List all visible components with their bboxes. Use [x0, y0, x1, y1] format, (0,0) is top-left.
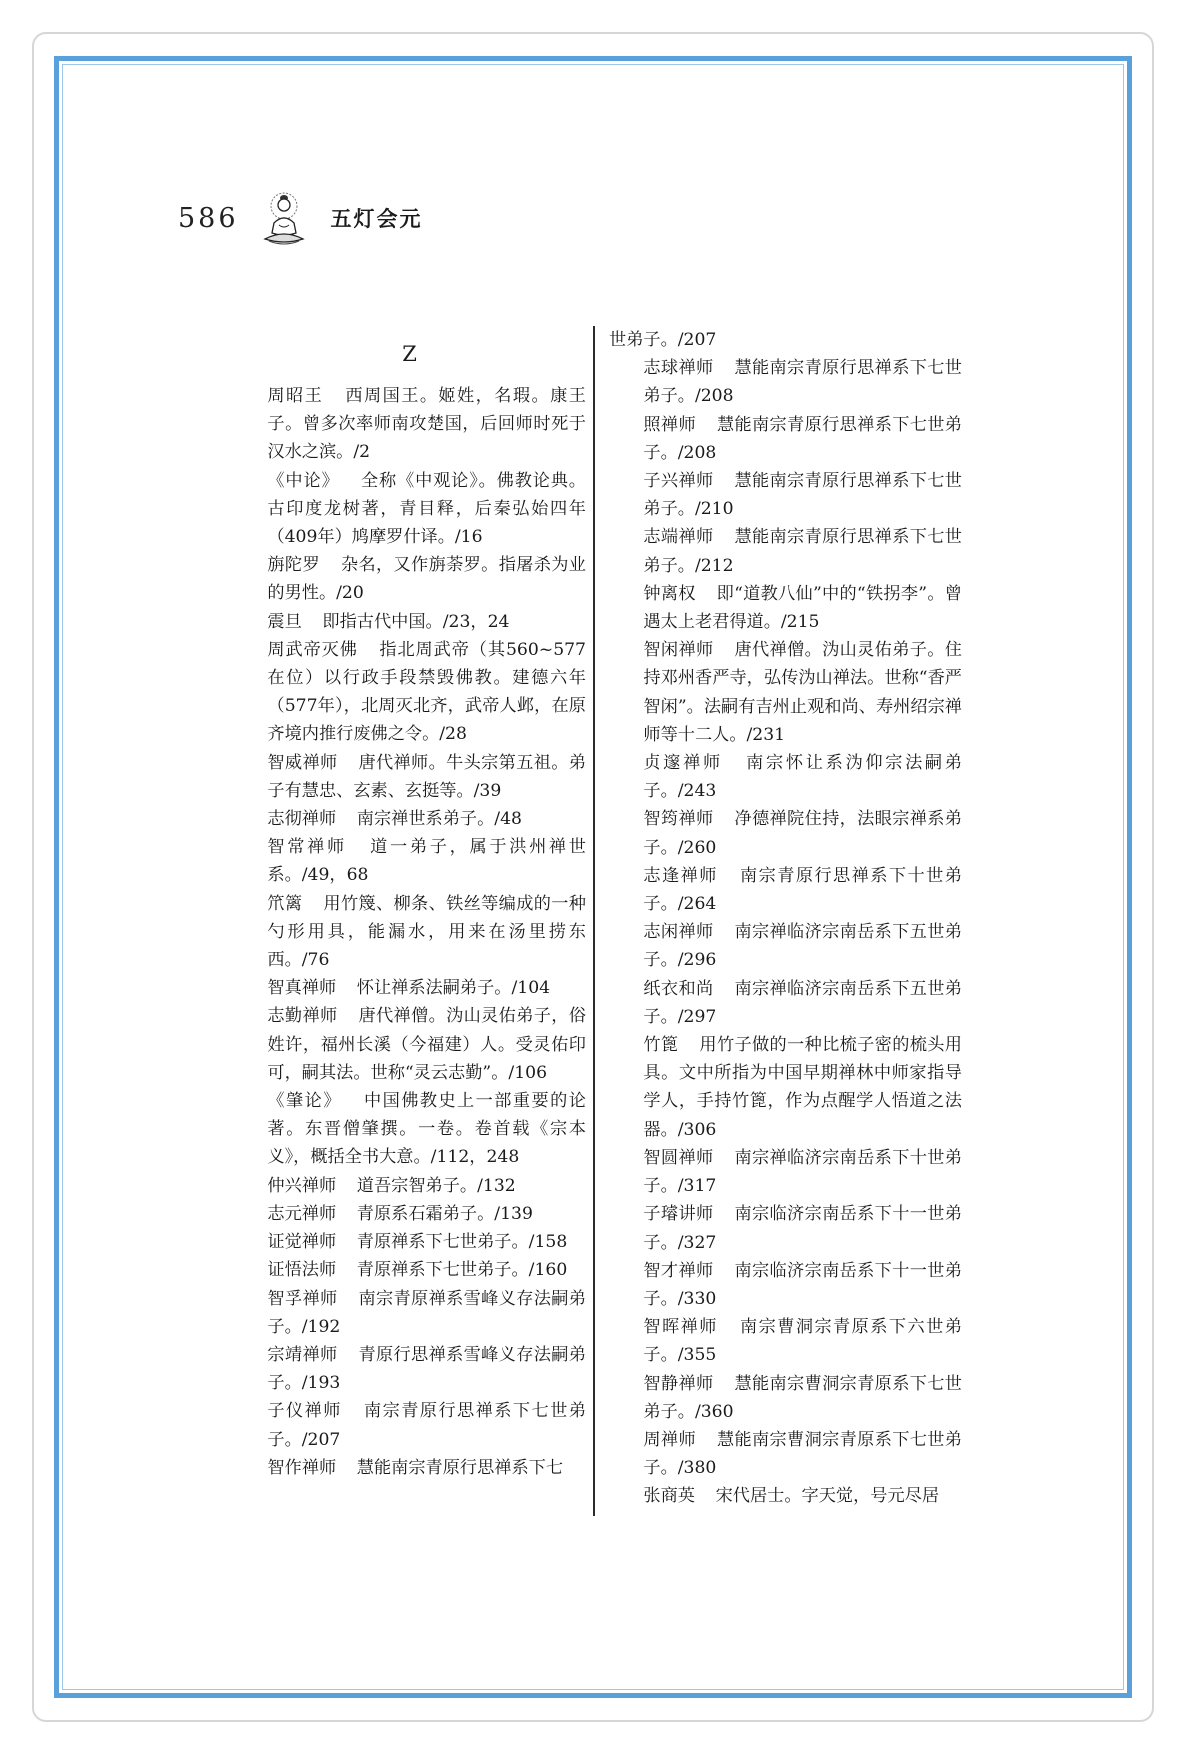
index-entry — [609, 467, 962, 523]
index-entry — [609, 636, 962, 749]
index-definition: 南宗临济宗南岳系下十一世弟子。/327 — [643, 1204, 962, 1253]
index-term: 志端禅师 — [643, 527, 714, 548]
index-definition: 全称《中观论》。佛教论典。古印度龙树著，青目释，后秦弘始四年（409年）鸠摩罗什译。/16 — [267, 470, 586, 548]
index-term: 旃陀罗 — [267, 555, 320, 576]
index-definition: 慧能南宗青原行思禅系下七世弟子。/212 — [643, 527, 962, 576]
index-term: 竹篦 — [643, 1035, 679, 1056]
index-definition: 西周国王。姬姓，名瑕。康王子。曾多次率师南攻楚国，后回师时死于汉水之滨。/2 — [267, 386, 586, 463]
index-term: 智孚禅师 — [267, 1288, 338, 1309]
index-term: 子璿讲师 — [643, 1204, 714, 1225]
index-entry — [609, 523, 962, 579]
index-definition: 道一弟子，属于洪州禅世系。/49，68 — [267, 837, 586, 886]
index-definition: 南宗禅临济宗南岳系下十世弟子。/317 — [643, 1147, 962, 1197]
index-definition: 慧能南宗青原行思禅系下七世弟子。/208 — [643, 358, 962, 407]
index-definition: 慧能南宗曹洞宗青原系下七世弟子。/360 — [643, 1373, 962, 1422]
index-term: 周武帝灭佛 — [267, 639, 358, 660]
index-entry — [233, 636, 586, 749]
index-definition: 青原系石霜弟子。/139 — [356, 1203, 533, 1224]
index-definition: 南宗禅世系弟子。/48 — [356, 809, 522, 830]
index-entry — [233, 805, 586, 833]
index-entry — [609, 749, 962, 805]
index-entry — [233, 1454, 586, 1482]
index-definition: 慧能南宗曹洞宗青原系下七世弟子。/380 — [643, 1429, 962, 1479]
index-term: 照禅师 — [643, 414, 696, 435]
index-term: 志逢禅师 — [643, 865, 718, 886]
index-entry — [609, 411, 962, 467]
index-entry — [233, 551, 586, 607]
index-definition: 指北周武帝（其560~577在位）以行政手段禁毁佛教。建德六年（577年），北周灭北齐，武帝人邺，在原齐境内推行废佛之令。/28 — [267, 639, 586, 745]
index-term: 志闲禅师 — [643, 922, 714, 943]
index-entry — [609, 1370, 962, 1426]
index-term: 《肇论》 — [267, 1091, 342, 1112]
index-term: 钟离权 — [643, 583, 696, 604]
running-header — [178, 183, 423, 253]
index-term: 证悟法师 — [267, 1260, 337, 1281]
index-entry — [233, 1285, 586, 1341]
index-entry — [233, 833, 586, 889]
book-title: 五灯会元 — [330, 206, 423, 231]
index-definition: 南宗临济宗南岳系下十一世弟子。/330 — [643, 1260, 962, 1309]
index-entry — [233, 1087, 586, 1172]
buddha-icon — [259, 189, 309, 247]
index-definition: 用竹子做的一种比梳子密的梳头用具。文中所指为中国早期禅林中师家指导学人，手持竹篦，作为点醒学人悟道之法器。/306 — [643, 1035, 962, 1140]
index-definition: 净德禅院住持，法眼宗禅系弟子。/260 — [643, 809, 962, 858]
index-entry — [609, 1144, 962, 1200]
page-number: 586 — [178, 202, 239, 234]
index-term: 智静禅师 — [643, 1373, 714, 1394]
index-entry — [233, 382, 586, 467]
index-entry — [233, 1397, 586, 1453]
index-definition: 南宗禅临济宗南岳系下五世弟子。/296 — [643, 922, 962, 971]
index-term: 智常禅师 — [267, 837, 347, 858]
index-term: 志元禅师 — [267, 1203, 337, 1224]
index-entry — [609, 580, 962, 636]
index-term: 子兴禅师 — [643, 471, 714, 492]
index-entry — [609, 1426, 962, 1482]
index-term: 智晖禅师 — [643, 1317, 718, 1338]
index-entry — [233, 608, 586, 636]
index-term: 笊篱 — [267, 893, 303, 914]
index-definition: 唐代禅师。牛头宗第五祖。弟子有慧忠、玄素、玄挺等。/39 — [267, 752, 586, 801]
index-entry — [233, 467, 586, 552]
index-definition: 慧能南宗青原行思禅系下七 — [356, 1457, 564, 1478]
index-definition: 南宗曹洞宗青原系下六世弟子。/355 — [643, 1317, 962, 1366]
index-definition: 南宗禅临济宗南岳系下五世弟子。/297 — [643, 978, 962, 1027]
index-definition: 青原禅系下七世弟子。/158 — [356, 1232, 568, 1253]
index-term: 周禅师 — [643, 1429, 696, 1450]
index-definition: 南宗青原禅系雪峰义存法嗣弟子。/192 — [267, 1288, 586, 1337]
index-term: 纸衣和尚 — [643, 978, 714, 999]
index-definition: 即指古代中国。/23，24 — [322, 611, 510, 632]
index-entry — [233, 890, 586, 975]
index-term: 贞邃禅师 — [643, 753, 723, 774]
index-term: 智闲禅师 — [643, 640, 714, 661]
index-term: 震旦 — [267, 611, 302, 632]
index-term: 证觉禅师 — [267, 1232, 337, 1253]
index-definition: 用竹篾、柳条、铁丝等编成的一种勺形用具，能漏水，用来在汤里捞东西。/76 — [267, 893, 586, 971]
index-term: 周昭王 — [267, 386, 324, 406]
index-term: 志球禅师 — [643, 358, 714, 379]
section-letter: Z — [402, 342, 417, 366]
index-entry — [609, 1200, 962, 1256]
entry-continuation: 世弟子。/207 — [609, 330, 717, 350]
index-entry — [609, 1313, 962, 1369]
index-definition: 南宗怀让系沩仰宗法嗣弟子。/243 — [643, 753, 962, 802]
index-definition: 慧能南宗青原行思禅系下七世弟子。/208 — [643, 414, 962, 463]
index-term: 《中论》 — [267, 470, 340, 491]
index-entry — [233, 974, 586, 1002]
index-definition: 唐代禅僧。沩山灵佑弟子。住持邓州香严寺，弘传沩山禅法。世称“香严智闲”。法嗣有吉州止观和尚、寿州绍宗禅师等十二人。/231 — [643, 640, 962, 745]
index-entry — [609, 1257, 962, 1313]
index-entry — [233, 749, 586, 805]
index-term: 仲兴禅师 — [267, 1175, 337, 1196]
index-term: 智圆禅师 — [643, 1147, 714, 1168]
index-definition: 怀让禅系法嗣弟子。/104 — [356, 978, 551, 999]
index-entry — [233, 1228, 586, 1256]
index-term: 智真禅师 — [267, 978, 337, 999]
index-definition: 即“道教八仙”中的“铁拐李”。曾遇太上老君得道。/215 — [643, 583, 962, 633]
index-column-left — [233, 326, 586, 1482]
index-term: 宗靖禅师 — [267, 1344, 338, 1365]
index-entry — [609, 1482, 962, 1510]
index-term: 智作禅师 — [267, 1457, 337, 1478]
index-definition: 杂名，又作旃荼罗。指屠杀为业的男性。/20 — [267, 555, 586, 604]
index-term: 智威禅师 — [267, 752, 338, 773]
index-entry — [609, 1031, 962, 1144]
index-definition: 中国佛教史上一部重要的论著。东晋僧肇撰。一卷。卷首载《宗本义》，概括全书大意。/112，248 — [267, 1091, 586, 1168]
index-definition: 南宗青原行思禅系下十世弟子。/264 — [643, 865, 962, 915]
index-entry — [609, 354, 962, 410]
index-column-right — [609, 326, 962, 1511]
index-term: 子仪禅师 — [267, 1401, 342, 1422]
index-term: 智筠禅师 — [643, 809, 714, 830]
index-definition: 慧能南宗青原行思禅系下七世弟子。/210 — [643, 471, 962, 520]
index-definition: 宋代居士。字天觉，号元尽居 — [715, 1486, 940, 1507]
index-entry — [233, 1256, 586, 1284]
index-definition: 唐代禅僧。沩山灵佑弟子，俗姓许，福州长溪（今福建）人。受灵佑印可，嗣其法。世称“灵云志勤”。/106 — [267, 1006, 586, 1083]
index-term: 张商英 — [643, 1486, 695, 1507]
index-entry — [233, 1172, 586, 1200]
index-term: 志彻禅师 — [267, 809, 337, 830]
index-entry — [609, 862, 962, 918]
index-entry — [609, 805, 962, 861]
column-divider — [593, 326, 595, 1516]
index-definition: 南宗青原行思禅系下七世弟子。/207 — [267, 1401, 586, 1450]
index-term: 志勤禅师 — [267, 1006, 338, 1027]
index-entry — [233, 1341, 586, 1397]
index-term: 智才禅师 — [643, 1260, 714, 1281]
index-definition: 青原行思禅系雪峰义存法嗣弟子。/193 — [267, 1344, 586, 1394]
index-entry — [609, 975, 962, 1031]
index-entry — [609, 918, 962, 974]
index-definition: 道吾宗智弟子。/132 — [356, 1175, 516, 1196]
index-entry — [233, 1200, 586, 1228]
index-definition: 青原禅系下七世弟子。/160 — [356, 1260, 568, 1281]
index-entry — [233, 1002, 586, 1087]
